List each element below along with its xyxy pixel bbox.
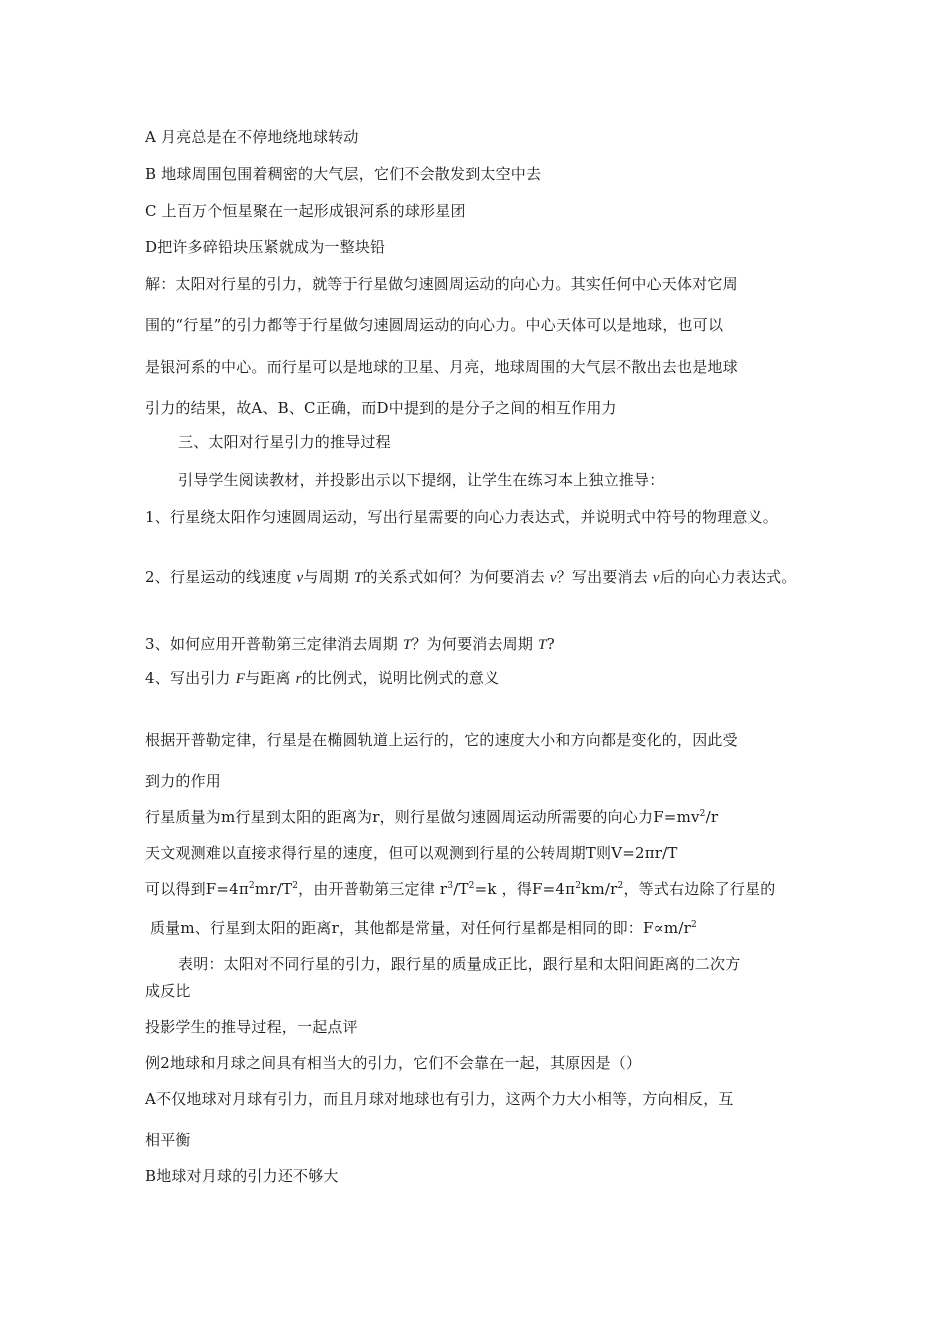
review-line: 投影学生的推导过程，一起点评 xyxy=(145,1018,358,1036)
question-4: 4、写出引力 F与距离 r的比例式，说明比例式的意义 xyxy=(145,669,500,687)
derivation-line: 到力的作用 xyxy=(145,772,222,790)
solution-line: 围的“行星”的引力都等于行星做匀速圆周运动的向心力。中心天体可以是地球，也可以 xyxy=(145,316,724,334)
option-b: B 地球周围包围着稠密的大气层，它们不会散发到太空中去 xyxy=(145,165,542,183)
solution-line: 解：太阳对行星的引力，就等于行星做匀速圆周运动的向心力。其实任何中心天体对它周 xyxy=(145,275,738,293)
option-d: D把许多碎铅块压紧就成为一整块铅 xyxy=(145,238,386,256)
question-1: 1、行星绕太阳作匀速圆周运动，写出行星需要的向心力表达式，并说明式中符号的物理意义。 xyxy=(145,508,778,526)
derivation-line: 根据开普勒定律，行星是在椭圆轨道上运行的，它的速度大小和方向都是变化的，因此受 xyxy=(145,731,738,749)
section-heading: 三、太阳对行星引力的推导过程 xyxy=(178,433,391,451)
example-2-option-a: A不仅地球对月球有引力，而且月球对地球也有引力，这两个力大小相等，方向相反，互 xyxy=(145,1090,734,1108)
example-2-option-a: 相平衡 xyxy=(145,1131,191,1149)
option-c: C 上百万个恒星聚在一起形成银河系的球形星团 xyxy=(145,202,466,220)
question-3: 3、如何应用开普勒第三定律消去周期 T？为何要消去周期 T? xyxy=(145,635,555,653)
section-intro: 引导学生阅读教材，并投影出示以下提纲，让学生在练习本上独立推导： xyxy=(178,471,665,489)
solution-line: 是银河系的中心。而行星可以是地球的卫星、月亮，地球周围的大气层不散出去也是地球 xyxy=(145,358,738,376)
solution-line: 引力的结果，故A、B、C正确，而D中提到的是分子之间的相互作用力 xyxy=(145,399,617,417)
question-2: 2、行星运动的线速度 v与周期 T的关系式如何？为何要消去 v？写出要消去 v后的向心力表达式。 xyxy=(145,568,797,586)
derivation-line: 质量m、行星到太阳的距离r，其他都是常量，对任何行星都是相同的即：$F\propto m/r^2$ xyxy=(145,919,697,937)
example-2-option-b: B地球对月球的引力还不够大 xyxy=(145,1167,339,1185)
option-a: A 月亮总是在不停地绕地球转动 xyxy=(145,128,359,146)
example-2-question: 例2地球和月球之间具有相当大的引力，它们不会靠在一起，其原因是（） xyxy=(145,1054,642,1072)
conclusion-line: 成反比 xyxy=(145,982,191,1000)
derivation-line: 行星质量为m行星到太阳的距离为r，则行星做匀速圆周运动所需要的向心力$F=mv^2/r$ xyxy=(145,808,719,826)
derivation-line: 可以得到$F=4\pi^2mr/T^2$，由开普勒第三定律 $r^3/T^2=k$ ，得$F=4\pi^2km/r^2$，等式右边除了行星的 xyxy=(145,880,776,898)
conclusion-line: 表明：太阳对不同行星的引力，跟行星的质量成正比，跟行星和太阳间距离的二次方 xyxy=(178,955,741,973)
derivation-line: 天文观测难以直接求得行星的速度，但可以观测到行星的公转周期T则V=2πr/T xyxy=(145,844,678,862)
